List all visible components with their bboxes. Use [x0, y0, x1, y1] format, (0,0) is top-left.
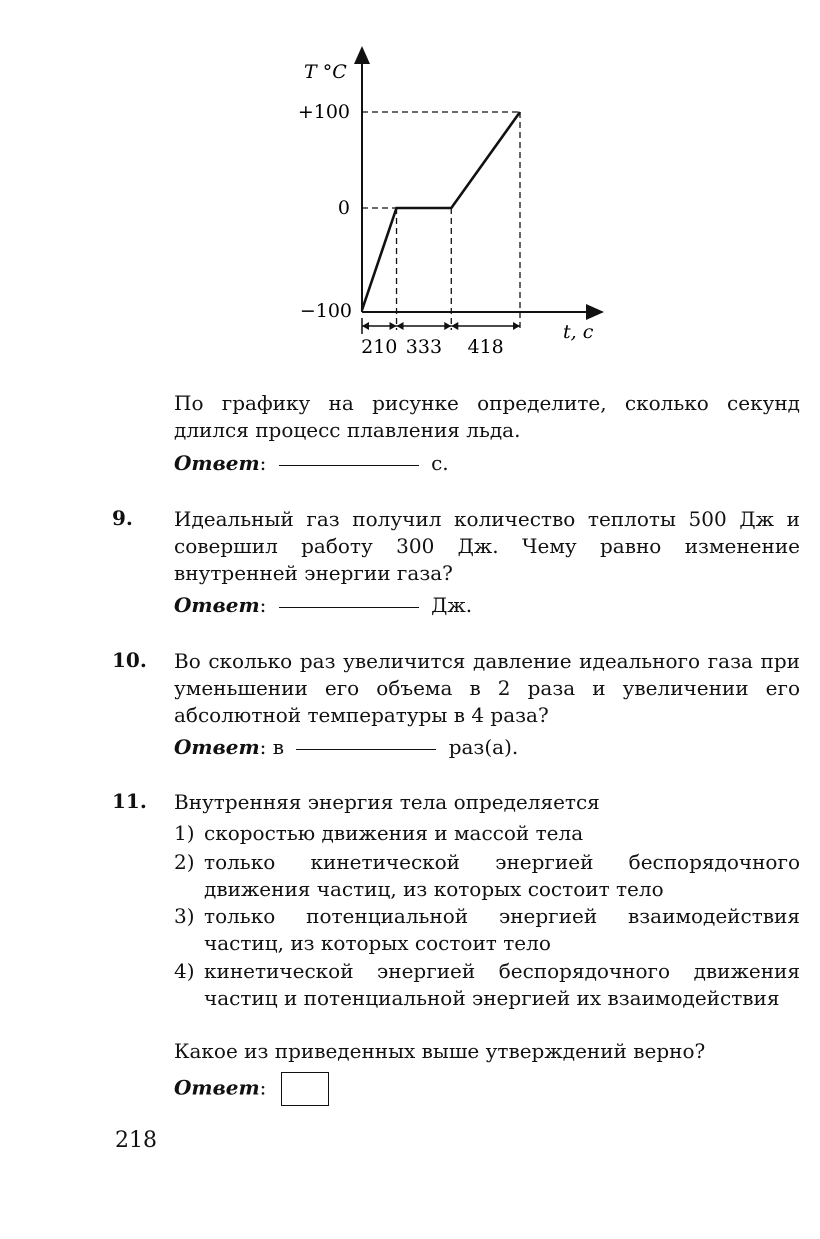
- q10-text: Во сколько раз увеличится давление идеального газа при уменьшении его объема в 2 раза и увеличении его абсолютной температуры в 4 раза?: [174, 649, 800, 727]
- answer-prefix: в: [272, 735, 284, 759]
- dimension-arrow: [397, 322, 404, 330]
- dimension-arrow: [451, 322, 458, 330]
- q10-number: 10.: [112, 648, 147, 672]
- option-text: только потенциальной энергией взаимодействия частиц, из которых состоит тело: [204, 904, 800, 955]
- q9-answer: Ответ: Дж.: [174, 593, 473, 617]
- q11-number: 11.: [112, 789, 147, 813]
- answer-label: Ответ: [174, 735, 260, 759]
- dimension-arrow: [513, 322, 520, 330]
- option-number: 4): [174, 959, 195, 983]
- answer-label: Ответ: [174, 451, 260, 475]
- x-segment-label: 418: [467, 336, 504, 358]
- q10-answer: Ответ: в раз(а).: [174, 735, 519, 759]
- y-tick-label: 0: [337, 197, 350, 219]
- data-series-line: [362, 112, 520, 310]
- q9-text: Идеальный газ получил количество теплоты 500 Дж и совершил работу 300 Дж. Чему равно изменение внутренней энергии газа?: [174, 507, 800, 585]
- q10-answer-blank[interactable]: [296, 749, 436, 750]
- x-segment-label: 210: [361, 336, 398, 358]
- q8-text: По графику на рисунке определите, сколько секунд длился процесс плавления льда.: [174, 391, 800, 442]
- q11-answer: Ответ:: [174, 1072, 329, 1106]
- q8-answer-blank[interactable]: [279, 465, 419, 466]
- answer-unit: Дж.: [431, 593, 473, 617]
- answer-unit: раз(а).: [448, 735, 519, 759]
- answer-unit: с.: [431, 451, 449, 475]
- option-text: кинетической энергией беспорядочного движения частиц и потенциальной энергией их взаимодействия: [204, 959, 800, 1010]
- option-number: 3): [174, 904, 195, 928]
- x-axis-label: t, c: [563, 321, 594, 343]
- dimension-arrow: [444, 322, 451, 330]
- q9-answer-blank[interactable]: [279, 607, 419, 608]
- q11-question: Какое из приведенных выше утверждений верно?: [174, 1039, 706, 1063]
- option-number: 2): [174, 850, 195, 874]
- q8-answer: Ответ: с.: [174, 451, 449, 475]
- y-tick-label: +100: [297, 101, 350, 123]
- option-text: только кинетической энергией беспорядочного движения частиц, из которых состоит тело: [204, 850, 800, 901]
- page-number: 218: [115, 1128, 157, 1153]
- answer-label: Ответ: [174, 593, 260, 617]
- y-axis-label: T °C: [304, 61, 347, 83]
- q11-text: Внутренняя энергия тела определяется: [174, 790, 600, 814]
- temperature-time-chart: [0, 0, 820, 370]
- option-number: 1): [174, 821, 195, 845]
- q9-number: 9.: [112, 506, 133, 530]
- y-tick-label: −100: [299, 300, 352, 322]
- dimension-arrow: [362, 322, 369, 330]
- q11-answer-box[interactable]: [281, 1072, 329, 1106]
- x-segment-label: 333: [405, 336, 443, 358]
- option-text: скоростью движения и массой тела: [204, 821, 584, 845]
- answer-label: Ответ: [174, 1075, 260, 1100]
- dimension-arrow: [390, 322, 397, 330]
